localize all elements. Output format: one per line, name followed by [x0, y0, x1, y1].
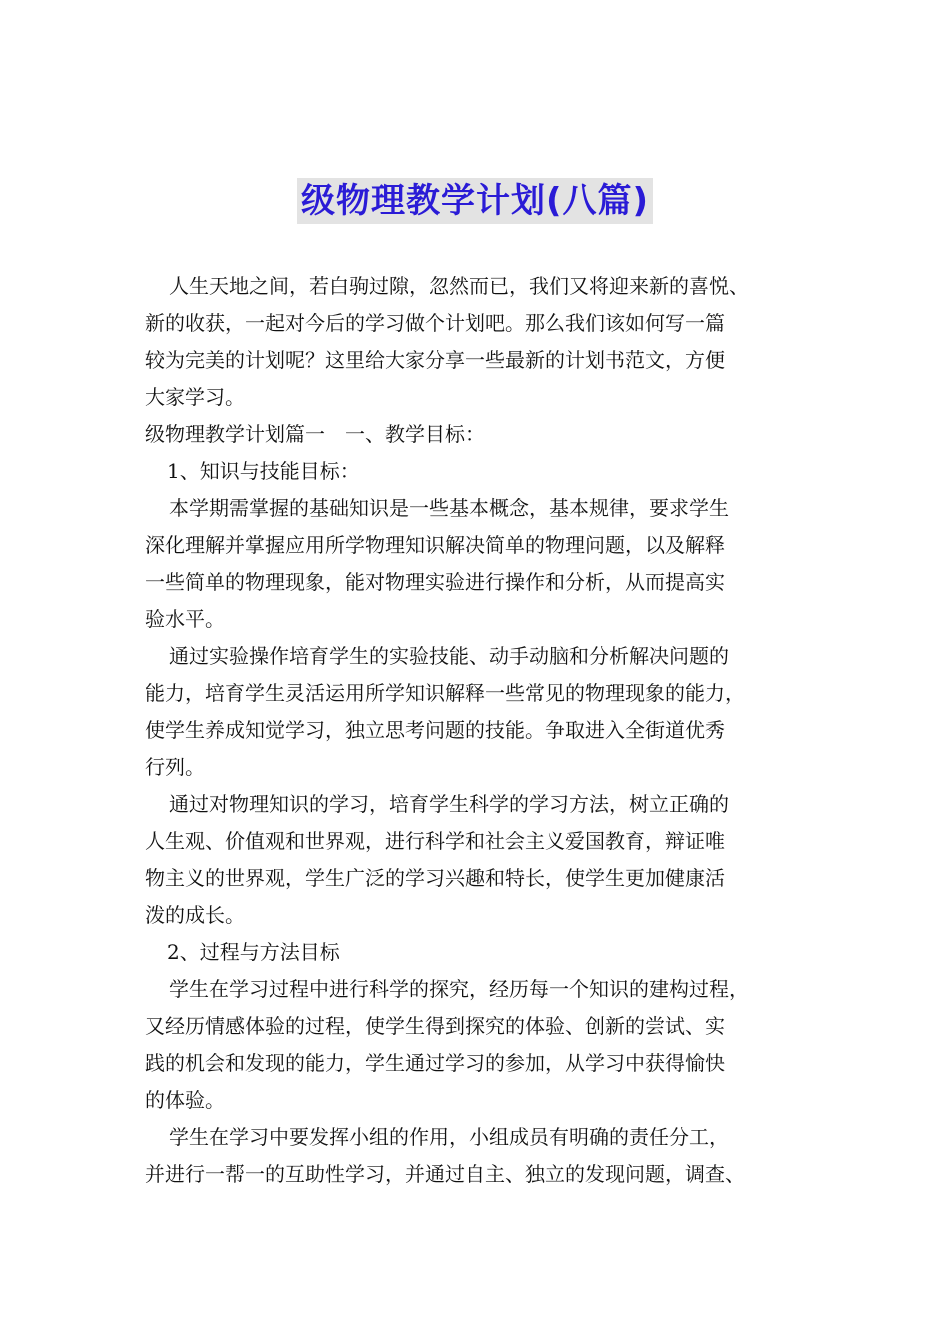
paragraph-line: 大家学习。 [145, 385, 245, 409]
document-body [145, 268, 825, 1193]
paragraph-line: 行列。 [145, 755, 205, 779]
paragraph-line: 通过实验操作培育学生的实验技能、动手动脑和分析解决问题的 [169, 644, 729, 668]
paragraph-line: 验水平。 [145, 607, 225, 631]
paragraph-line: 较为完美的计划呢？这里给大家分享一些最新的计划书范文，方便 [145, 348, 725, 372]
paragraph-line: 并进行一帮一的互助性学习，并通过自主、独立的发现问题，调查、 [145, 1162, 745, 1186]
paragraph-line: 人生天地之间，若白驹过隙，忽然而已，我们又将迎来新的喜悦、 [169, 274, 749, 298]
subsection-heading: 1、知识与技能目标： [167, 459, 360, 483]
paragraph-line: 泼的成长。 [145, 903, 245, 927]
paragraph-line: 物主义的世界观，学生广泛的学习兴趣和特长，使学生更加健康活 [145, 866, 725, 890]
paragraph-line: 新的收获，一起对今后的学习做个计划吧。那么我们该如何写一篇 [145, 311, 725, 335]
subsection-heading: 2、过程与方法目标 [167, 940, 340, 964]
paragraph-line: 使学生养成知觉学习，独立思考问题的技能。争取进入全街道优秀 [145, 718, 725, 742]
paragraph-line: 学生在学习中要发挥小组的作用，小组成员有明确的责任分工， [169, 1125, 729, 1149]
paragraph-line: 深化理解并掌握应用所学物理知识解决简单的物理问题，以及解释 [145, 533, 725, 557]
paragraph-line: 能力，培育学生灵活运用所学知识解释一些常见的物理现象的能力， [145, 681, 745, 705]
paragraph-line: 通过对物理知识的学习，培育学生科学的学习方法，树立正确的 [169, 792, 729, 816]
paragraph-line: 人生观、价值观和世界观，进行科学和社会主义爱国教育，辩证唯 [145, 829, 725, 853]
section-heading: 级物理教学计划篇一 一、教学目标： [145, 422, 485, 446]
document-title: 级物理教学计划(八篇) [297, 178, 653, 224]
paragraph-line: 一些简单的物理现象，能对物理实验进行操作和分析，从而提高实 [145, 570, 725, 594]
paragraph-line: 本学期需掌握的基础知识是一些基本概念，基本规律，要求学生 [169, 496, 729, 520]
title-wrap [0, 178, 950, 224]
paragraph-line: 践的机会和发现的能力，学生通过学习的参加，从学习中获得愉快 [145, 1051, 725, 1075]
paragraph-line: 学生在学习过程中进行科学的探究，经历每一个知识的建构过程， [169, 977, 749, 1001]
paragraph-line: 又经历情感体验的过程，使学生得到探究的体验、创新的尝试、实 [145, 1014, 725, 1038]
paragraph-line: 的体验。 [145, 1088, 225, 1112]
